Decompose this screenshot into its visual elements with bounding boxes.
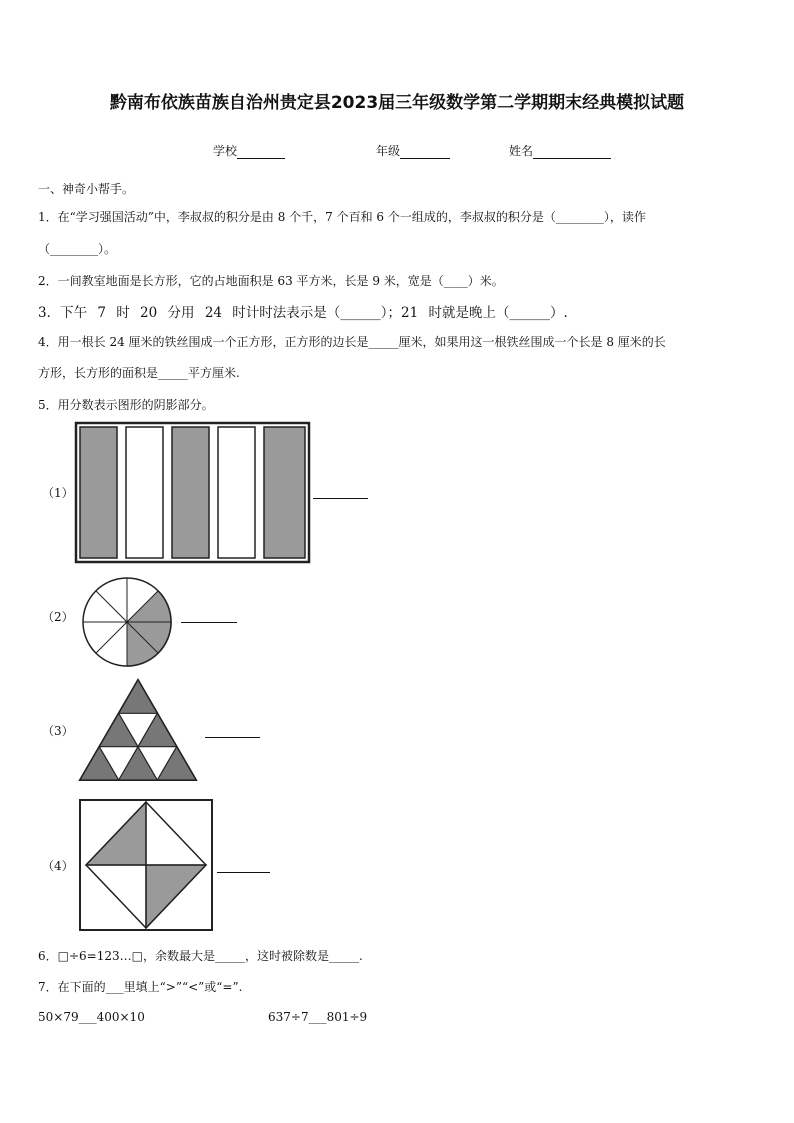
figure-1-strips xyxy=(74,421,312,565)
name-field xyxy=(509,142,611,159)
grade-blank[interactable] xyxy=(400,145,450,159)
figure-3-label: （3） xyxy=(42,724,74,738)
figure-1-label: （1） xyxy=(42,486,74,500)
answer-3-blank[interactable] xyxy=(205,737,260,738)
question-3: 3．下午 7 时 20 分用 24 时计时法表示是（______）；21 时就是晚上（______）. xyxy=(38,305,568,321)
name-label: 姓名 xyxy=(509,144,534,158)
question-7-stem: 7．在下面的___里填上“>”“<”或“=”. xyxy=(38,980,243,994)
name-blank[interactable] xyxy=(533,145,611,159)
figure-2-circle xyxy=(82,577,172,667)
question-1-line-2: （________）。 xyxy=(38,242,117,256)
question-5-stem: 5．用分数表示图形的阴影部分。 xyxy=(38,398,214,412)
section-heading: 一、神奇小帮手。 xyxy=(38,182,135,196)
answer-4-blank[interactable] xyxy=(217,872,270,873)
grade-label: 年级 xyxy=(376,144,401,158)
question-4-line-1: 4．用一根长 24 厘米的铁丝围成一个正方形，正方形的边长是_____厘米，如果用这一根铁丝围成一个长是 8 厘米的长 xyxy=(38,335,666,349)
question-6: 6．□÷6=123…□，余数最大是_____，这时被除数是_____. xyxy=(38,949,363,963)
question-1-line-1: 1．在“学习强国活动”中，李叔叔的积分是由 8 个千，7 个百和 6 个一组成的，李叔叔的积分是（________），读作 xyxy=(38,210,646,224)
school-label: 学校 xyxy=(213,144,238,158)
page-title: 黔南布依族苗族自治州贵定县2023届三年级数学第二学期期末经典模拟试题 xyxy=(109,93,685,113)
school-blank[interactable] xyxy=(237,145,285,159)
figure-3-triangle xyxy=(78,678,198,782)
figure-4-label: （4） xyxy=(42,859,74,873)
question-7-left: 50×79___400×10 xyxy=(38,1010,145,1024)
figure-4-square xyxy=(78,798,214,932)
school-field xyxy=(213,142,285,159)
figure-2-label: （2） xyxy=(42,610,74,624)
grade-field xyxy=(376,142,450,159)
answer-2-blank[interactable] xyxy=(181,622,237,623)
question-4-line-2: 方形，长方形的面积是_____平方厘米. xyxy=(38,366,240,380)
question-2: 2．一间教室地面是长方形，它的占地面积是 63 平方米，长是 9 米，宽是（____）米。 xyxy=(38,274,504,288)
answer-1-blank[interactable] xyxy=(313,498,368,499)
question-7-right: 637÷7___801÷9 xyxy=(268,1010,368,1024)
